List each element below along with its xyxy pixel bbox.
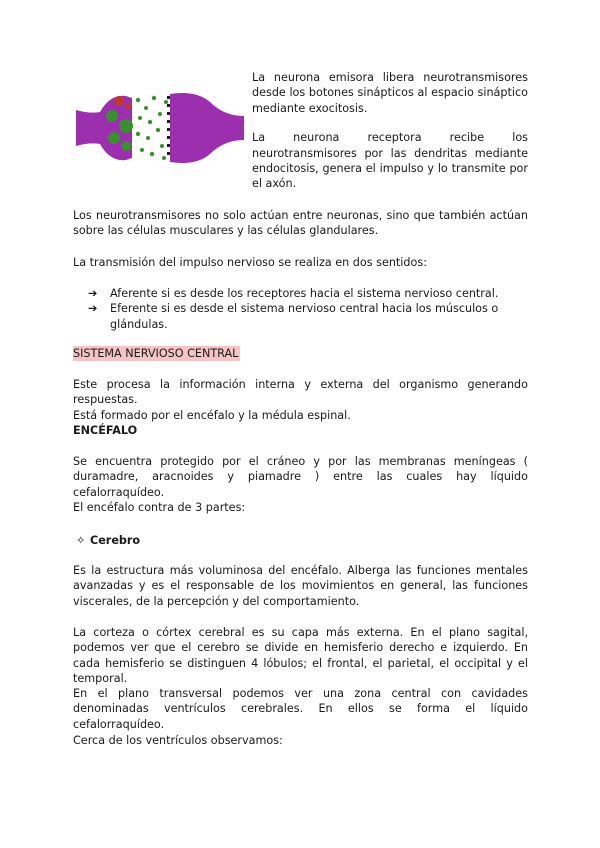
paragraph-cerebro: Es la estructura más voluminosa del encéfalo. Alberga las funciones mentales avanzadas y es el responsable de los movimientos en general, las funciones viscerales, de la percepción y del comportamiento. <box>73 564 528 608</box>
synapse-illustration <box>76 88 244 168</box>
paragraph-emisora: La neurona emisora libera neurotransmisores desde los botones sinápticos al espacio sináptico mediante exocitosis. <box>252 71 528 115</box>
section-title: SISTEMA NERVIOSO CENTRAL <box>73 347 239 360</box>
arrow-icon: ➔ <box>88 287 98 300</box>
diamond-icon: ✧ <box>76 534 86 547</box>
sentidos-list <box>88 286 528 332</box>
paragraph-transversal: En el plano transversal podemos ver una zona central con cavidades denominadas ventrículos cerebrales. En ellos se forma el líquido cefalorraquídeo. <box>73 687 528 731</box>
paragraph-encefalo: Se encuentra protegido por el cráneo y por las membranas meníngeas ( duramadre, aracnoides y piamadre ) entre las cuales hay líquido cefalorraquídeo. <box>73 455 528 499</box>
paragraph-partes: El encéfalo contra de 3 partes: <box>73 501 246 514</box>
postsynaptic-receptors <box>167 96 170 155</box>
receptor-dot <box>114 96 124 106</box>
paragraph-corteza: La corteza o córtex cerebral es su capa más externa. En el plano sagital, podemos ver que el cerebro se divide en hemisferio derecho e izquierdo. En cada hemisferio se distinguen 4 lóbulos; el frontal, el parietal, el occipital y el temporal. <box>73 626 528 686</box>
paragraph-transmision: La transmisión del impulso nervioso se realiza en dos sentidos: <box>73 256 427 269</box>
paragraph-neurotransmisores: Los neurotransmisores no solo actúan entre neuronas, sino que también actúan sobre las células musculares y las células glandulares. <box>73 209 528 238</box>
list-item: ➔ Eferente si es desde el sistema nervioso central hacia los músculos o glándulas. <box>88 302 499 331</box>
receptor-dot <box>125 103 131 109</box>
postsynaptic-terminal <box>170 93 244 163</box>
paragraph-cerca: Cerca de los ventrículos observamos: <box>73 734 283 747</box>
paragraph-receptora: La neurona receptora recibe los neurotransmisores por las dendritas mediante endocitosis, genera el impulso y lo transmite por el axón. <box>252 131 528 191</box>
synapse-description <box>252 70 528 206</box>
paragraph-snc: Este procesa la información interna y externa del organismo generando respuestas. Está formado por el encéfalo y la médula espinal. <box>73 378 528 422</box>
heading-cerebro: ✧ Cerebro <box>76 534 141 547</box>
list-item: ➔ Aferente si es desde los receptores hacia el sistema nervioso central. <box>88 287 499 300</box>
heading-encefalo: ENCÉFALO <box>73 424 138 437</box>
neurotransmitters <box>136 96 168 160</box>
arrow-icon: ➔ <box>88 302 98 316</box>
